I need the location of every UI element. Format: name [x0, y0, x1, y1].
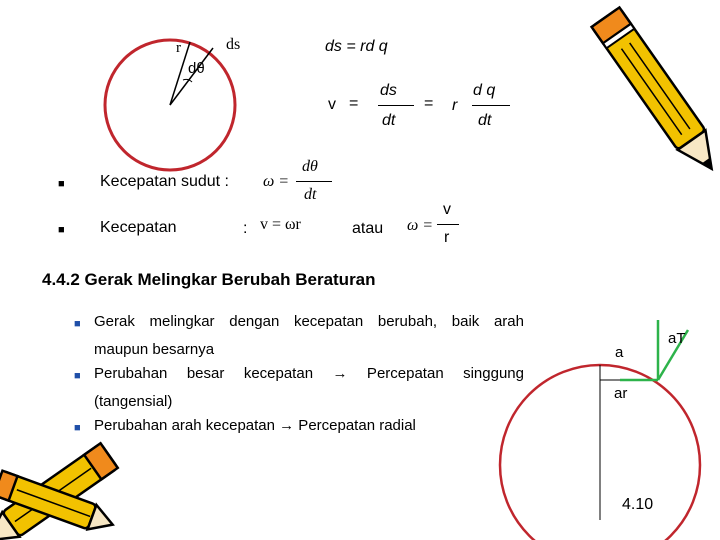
- circle-diagram-right: [500, 320, 700, 540]
- equation-ds-rdq: ds = rd q: [325, 38, 388, 55]
- b1-omega: ω =: [263, 173, 290, 190]
- eq2-ds: ds: [380, 82, 397, 99]
- eq2-equals-1: =: [349, 95, 359, 112]
- label-r: r: [176, 40, 181, 56]
- section-item-2-line1: Perubahan besar kecepatan → Percepatan singgung: [94, 365, 524, 382]
- pencil-top-right: [592, 7, 720, 180]
- b1-fracbar: [296, 181, 332, 182]
- b2-equation: v = ωr: [260, 216, 301, 233]
- b1-label: Kecepatan sudut :: [100, 173, 229, 190]
- b2-colon: :: [243, 220, 248, 237]
- b2-label: Kecepatan: [100, 219, 177, 236]
- section-item-3-line1: Perubahan arah kecepatan → Percepatan radial: [94, 417, 416, 434]
- eq2-v: v: [328, 96, 336, 113]
- section-item-2-line2: (tangensial): [94, 393, 173, 410]
- b2-atau: atau: [352, 220, 384, 237]
- section-bullet-2: ■: [74, 370, 81, 382]
- section-item-1-line1: Gerak melingkar dengan kecepatan berubah, baik arah: [94, 313, 524, 330]
- b2-fracbar: [437, 224, 459, 225]
- section-bullet-1: ■: [74, 318, 81, 330]
- b1-den: dt: [304, 186, 317, 203]
- eq2-dt-2: dt: [478, 112, 492, 129]
- section-bullet-3: ■: [74, 422, 81, 434]
- page-number: 4.10: [622, 496, 654, 513]
- section-heading: 4.4.2 Gerak Melingkar Berubah Beraturan: [42, 270, 376, 289]
- label-aT: aT: [668, 330, 686, 347]
- b1-num: dθ: [302, 158, 318, 175]
- eq2-r: r: [452, 97, 458, 114]
- bullet-square-2: ■: [58, 224, 65, 236]
- bullet-square-1: ■: [58, 178, 65, 190]
- b2-omega: ω =: [407, 217, 434, 234]
- label-ds: ds: [226, 36, 241, 53]
- eq2-equals-2: =: [424, 95, 434, 112]
- label-a: a: [615, 344, 624, 361]
- section-item-1-line2: maupun besarnya: [94, 341, 215, 358]
- eq2-dt-1: dt: [382, 112, 396, 129]
- circle-diagram-top: [105, 40, 235, 170]
- label-dtheta: dθ: [188, 60, 205, 77]
- eq2-fracbar-2: [472, 105, 510, 106]
- b2-den: r: [444, 229, 450, 246]
- eq2-dq: d q: [473, 82, 496, 99]
- b2-num: v: [443, 201, 451, 218]
- label-ar: ar: [614, 385, 628, 402]
- eq2-fracbar-1: [378, 105, 414, 106]
